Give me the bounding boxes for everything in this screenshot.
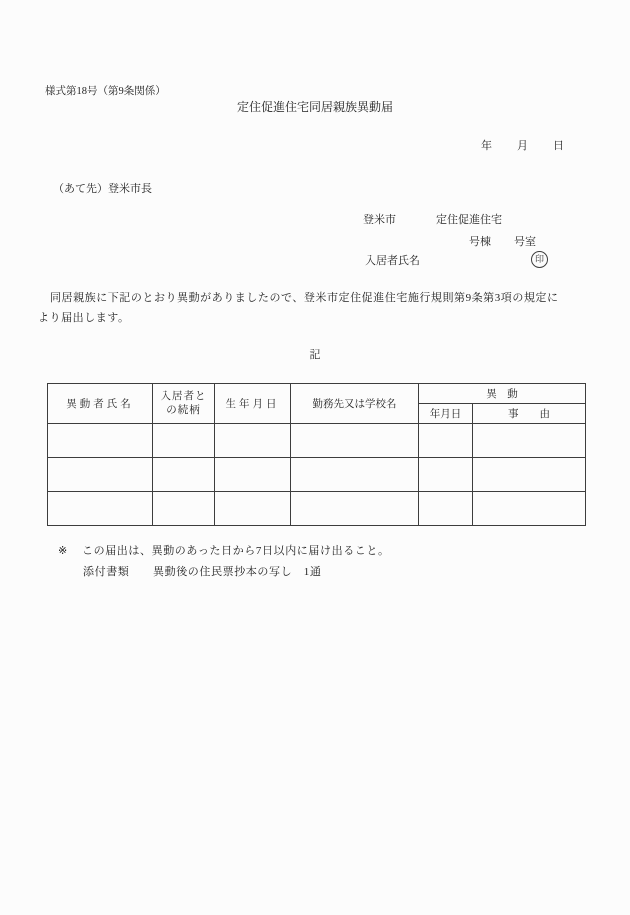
- date-month-label: 月: [517, 140, 528, 152]
- table-cell: [153, 458, 215, 492]
- col-header-name: 異動者氏名: [48, 384, 153, 424]
- table-cell: [419, 492, 473, 526]
- body-line-1: 同居親族に下記のとおり異動がありましたので、登米市定住促進住宅施行規則第9条第3項の規定に: [50, 292, 559, 304]
- table-cell: [291, 492, 419, 526]
- body-paragraph: [38, 289, 590, 328]
- col-header-relation-line2: の続柄: [166, 404, 201, 416]
- table-cell: [291, 424, 419, 458]
- table-cell: [48, 458, 153, 492]
- col-header-change-group: 異 動: [419, 384, 586, 404]
- table-cell: [153, 492, 215, 526]
- col-header-relation: [153, 384, 215, 424]
- table-row: [48, 424, 586, 458]
- col-header-change-reason: 事 由: [473, 404, 586, 424]
- date-line: [481, 140, 564, 153]
- table-cell: [48, 492, 153, 526]
- change-table: [47, 383, 586, 526]
- form-title: 定住促進住宅同居親族異動届: [236, 100, 393, 114]
- table-cell: [153, 424, 215, 458]
- col-header-workplace: 勤務先又は学校名: [291, 384, 419, 424]
- table-cell: [48, 424, 153, 458]
- table-cell: [215, 492, 291, 526]
- date-year-label: 年: [481, 140, 492, 152]
- table-header: [48, 384, 586, 424]
- note-line-1: この届出は、異動のあった日から7日以内に届け出ること。: [82, 545, 390, 557]
- table-cell: [473, 458, 586, 492]
- note-marker: ※: [58, 545, 68, 557]
- col-header-change-date: 年月日: [419, 404, 473, 424]
- col-header-birthdate: 生年月日: [215, 384, 291, 424]
- seal-mark-icon: 印: [531, 251, 548, 268]
- attachment-label: 添付書類: [83, 566, 130, 578]
- date-day-label: 日: [553, 140, 564, 152]
- resident-name-label: 入居者氏名: [365, 255, 420, 267]
- addressee-label: （あて先）登米市長: [53, 183, 152, 195]
- applicant-housing-label: 定住促進住宅: [436, 214, 502, 226]
- table-cell: [473, 424, 586, 458]
- table-row: [48, 458, 586, 492]
- body-line-2: より届出します。: [38, 311, 130, 324]
- table-cell: [419, 424, 473, 458]
- table-header-row-1: [48, 384, 586, 404]
- attachment-text: 異動後の住民票抄本の写し 1通: [153, 566, 322, 578]
- record-heading: 記: [309, 349, 321, 361]
- col-header-relation-line1: 入居者と: [160, 391, 207, 402]
- building-number-label: 号棟: [469, 236, 491, 248]
- table-cell: [473, 492, 586, 526]
- table-cell: [215, 458, 291, 492]
- applicant-city-label: 登米市: [363, 214, 396, 226]
- table-cell: [419, 458, 473, 492]
- table-body: [48, 424, 586, 526]
- room-number-label: 号室: [514, 236, 536, 248]
- table-row: [48, 492, 586, 526]
- table-cell: [291, 458, 419, 492]
- form-number-label: 様式第18号（第9条関係）: [45, 86, 166, 97]
- table-cell: [215, 424, 291, 458]
